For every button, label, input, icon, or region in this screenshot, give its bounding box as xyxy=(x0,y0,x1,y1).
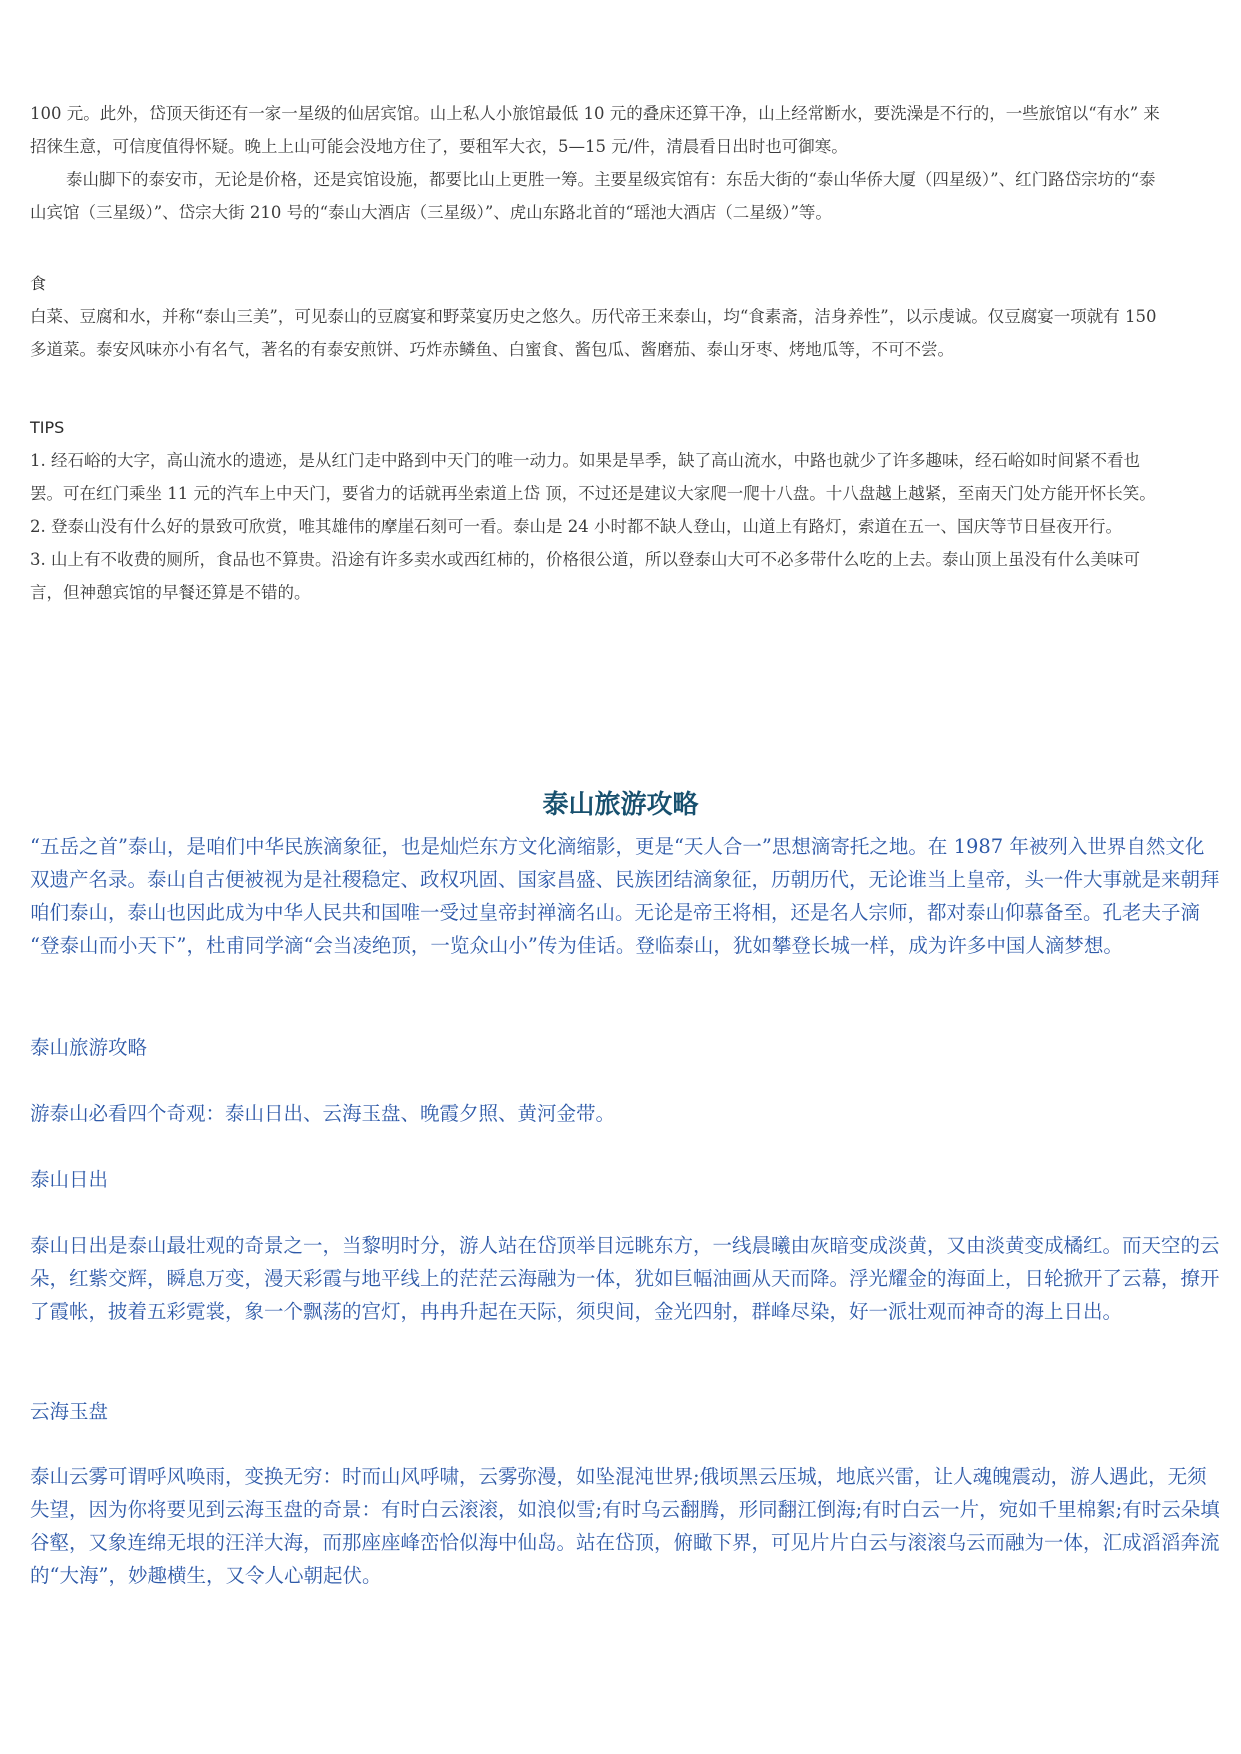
sunrise-paragraph: 泰山日出是泰山最壮观的奇景之一，当黎明时分，游人站在岱顶举目远眺东方，一线晨曦由灰暗变成淡黄，又由淡黄变成橘红。而天空的云朵，红紫交辉，瞬息万变，漫天彩霞与地平线上的茫茫云海融为一体，犹如巨幅油画从天而降。浮光耀金的海面上，日轮掀开了云幕，撩开了霞帐，披着五彩霓裳，象一个飘荡的宫灯，冉冉升起在天际，须臾间，金光四射，群峰尽染，好一派壮观而神奇的海上日出。 xyxy=(30,1234,1220,1323)
tip-2: 2. 登泰山没有什么好的景致可欣赏，唯其雄伟的摩崖石刻可一看。泰山是 24 小时都不缺人登山，山道上有路灯，索道在五一、国庆等节日昼夜开行。 xyxy=(30,517,1122,536)
article-title: 泰山旅游攻略 xyxy=(542,790,699,820)
tips-heading: TIPS xyxy=(30,418,65,437)
lodging-paragraph-1: 100 元。此外，岱顶天街还有一家一星级的仙居宾馆。山上私人小旅馆最低 10 元的叠床还算干净，山上经常断水，要洗澡是不行的，一些旅馆以“有水” 来招徕生意，可信度值得怀疑。晚上上山可能会没地方住了，要租军大衣，5—15 元/件，清晨看日出时也可御寒。 xyxy=(30,104,1160,156)
sub-heading: 泰山旅游攻略 xyxy=(30,1036,148,1059)
food-heading: 食 xyxy=(30,274,47,293)
tip-3: 3. 山上有不收费的厕所，食品也不算贵。沿途有许多卖水或西红柿的，价格很公道，所以登泰山大可不必多带什么吃的上去。泰山顶上虽没有什么美味可言，但神憩宾馆的早餐还算是不错的。 xyxy=(30,550,1140,602)
food-paragraph: 白菜、豆腐和水，并称“泰山三美”，可见泰山的豆腐宴和野菜宴历史之悠久。历代帝王来泰山，均“食素斋，洁身养性”，以示虔诚。仅豆腐宴一项就有 150 多道菜。泰安风味亦小有名气，著名的有泰安煎饼、巧炸赤鳞鱼、白蜜食、酱包瓜、酱磨茄、泰山牙枣、烤地瓜等，不可不尝。 xyxy=(30,307,1157,359)
intro-paragraph: “五岳之首”泰山，是咱们中华民族滴象征，也是灿烂东方文化滴缩影，更是“天人合一”思想滴寄托之地。在 1987 年被列入世界自然文化双遗产名录。泰山自古便被视为是社稷稳定、政权巩固、国家昌盛、民族团结滴象征，历朝历代，无论谁当上皇帝，头一件大事就是来朝拜咱们泰山，泰山也因此成为中华人民共和国唯一受过皇帝封禅滴名山。无论是帝王将相，还是名人宗师，都对泰山仰慕备至。孔老夫子滴 “登泰山而小天下”，杜甫同学滴“会当凌绝顶，一览众山小”传为佳话。登临泰山，犹如攀登长城一样，成为许多中国人滴梦想。 xyxy=(30,835,1220,957)
lodging-section xyxy=(30,97,1170,229)
food-section xyxy=(30,267,1170,366)
cloud-sea-paragraph: 泰山云雾可谓呼风唤雨，变换无穷：时而山风呼啸，云雾弥漫，如坠混沌世界;俄顷黑云压城，地底兴雷，让人魂魄震动，游人遇此，无须失望，因为你将要见到云海玉盘的奇景：有时白云滚滚，如浪似雪;有时乌云翻腾，形同翻江倒海;有时白云一片，宛如千里棉絮;有时云朵填谷壑，又象连绵无垠的汪洋大海，而那座座峰峦恰似海中仙岛。站在岱顶，俯瞰下界，可见片片白云与滚滚乌云而融为一体，汇成滔滔奔流的“大海”，妙趣横生，又令人心朝起伏。 xyxy=(30,1465,1220,1587)
sunrise-heading: 泰山日出 xyxy=(30,1168,109,1191)
tip-1: 1. 经石峪的大字，高山流水的遗迹，是从红门走中路到中天门的唯一动力。如果是旱季，缺了高山流水，中路也就少了许多趣味，经石峪如时间紧不看也罢。可在红门乘坐 11 元的汽车上中天门，要省力的话就再坐索道上岱 顶，不过还是建议大家爬一爬十八盘。十八盘越上越紧，至南天门处方能开怀长笑。 xyxy=(30,451,1156,503)
cloud-sea-heading: 云海玉盘 xyxy=(30,1400,109,1423)
tips-section xyxy=(30,411,1170,609)
lodging-paragraph-2: 泰山脚下的泰安市，无论是价格，还是宾馆设施，都要比山上更胜一筹。主要星级宾馆有：东岳大街的“泰山华侨大厦（四星级）”、红门路岱宗坊的“泰山宾馆（三星级）”、岱宗大街 210 号的“泰山大酒店（三星级）”、虎山东路北首的“瑶池大酒店（二星级）”等。 xyxy=(30,170,1156,222)
four-wonders-text: 游泰山必看四个奇观：泰山日出、云海玉盘、晚霞夕照、黄河金带。 xyxy=(30,1102,616,1125)
